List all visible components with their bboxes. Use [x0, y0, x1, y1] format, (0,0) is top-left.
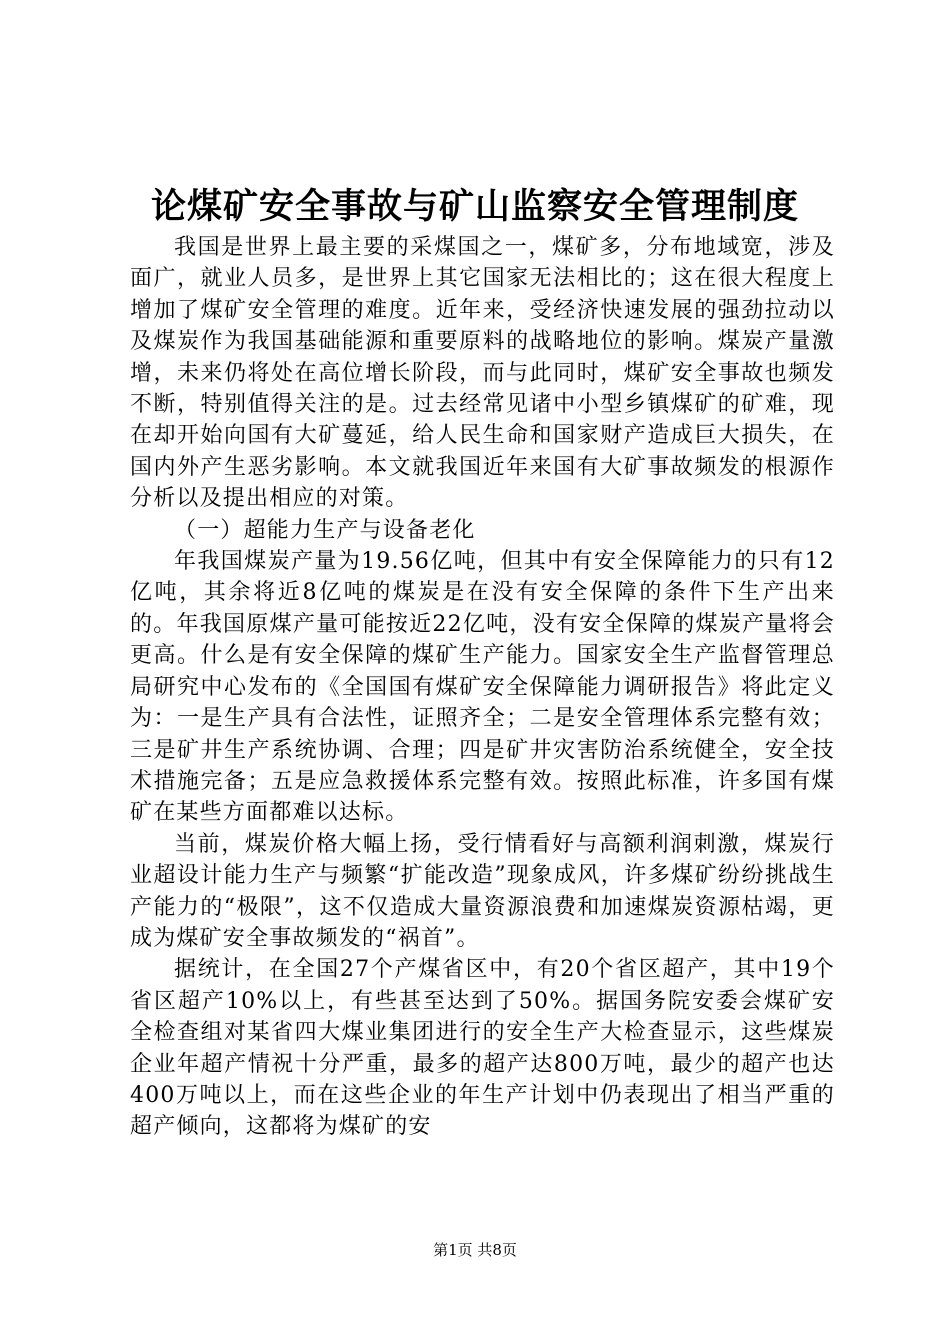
- document-title: 论煤矿安全事故与矿山监察安全管理制度: [150, 187, 799, 227]
- paragraph-statistics: 据统计，在全国27个产煤省区中，有20个省区超产，其中19个省区超产10%以上，有些甚至达到了50%。据国务院安委会煤矿安全检查组对某省四大煤业集团进行的安全生产大检查显示，这些煤炭企业年超产情祝十分严重，最多的超产达800万吨，最少的超产也达400万吨以上，而在这些企业的年生产计划中仍表现出了相当严重的超产倾向，这都将为煤矿的安: [130, 957, 835, 1140]
- paragraph-intro: 我国是世界上最主要的采煤国之一，煤矿多，分布地域宽，涉及面广，就业人员多，是世界上其它国家无法相比的；这在很大程度上增加了煤矿安全管理的难度。近年来，受经济快速发展的强劲拉动以及煤炭作为我国基础能源和重要原料的战略地位的影响。煤炭产量激增，未来仍将处在高位增长阶段，而与此同时，煤矿安全事故也频发不断，特别值得关注的是。过去经常见诸中小型乡镇煤矿的矿难，现在却开始向国有大矿蔓延，给人民生命和国家财产造成巨大损失，在国内外产生恶劣影响。本文就我国近年来国有大矿事故频发的根源作分析以及提出相应的对策。: [130, 235, 835, 512]
- paragraph-coal-price: 当前，煤炭价格大幅上扬，受行情看好与高额利润刺激，煤炭行业超设计能力生产与频繁“扩能改造”现象成风，许多煤矿纷纷挑战生产能力的“极限”，这不仅造成大量资源浪费和加速煤炭资源枯竭，更成为煤矿安全事故频发的“祸首”。: [130, 831, 835, 951]
- section-heading: （一）超能力生产与设备老化: [174, 517, 476, 543]
- document-body: [130, 232, 835, 1143]
- page-footer: 第1页 共8页: [433, 1241, 517, 1259]
- paragraph-production-capacity: 年我国煤炭产量为19.56亿吨，但其中有安全保障能力的只有12亿吨，其余将近8亿吨的煤炭是在没有安全保障的条件下生产出来的。年我国原煤产量可能按近22亿吨，没有安全保障的煤炭产量将会更高。什么是有安全保障的煤矿生产能力。国家安全生产监督管理总局研究中心发布的《全国国有煤矿安全保障能力调研报告》将此定义为：一是生产具有合法性，证照齐全；二是安全管理体系完整有效；三是矿井生产系统协调、合理；四是矿井灾害防治系统健全，安全技术措施完备；五是应急救援体系完整有效。按照此标准，许多国有煤矿在某些方面都难以达标。: [130, 549, 835, 826]
